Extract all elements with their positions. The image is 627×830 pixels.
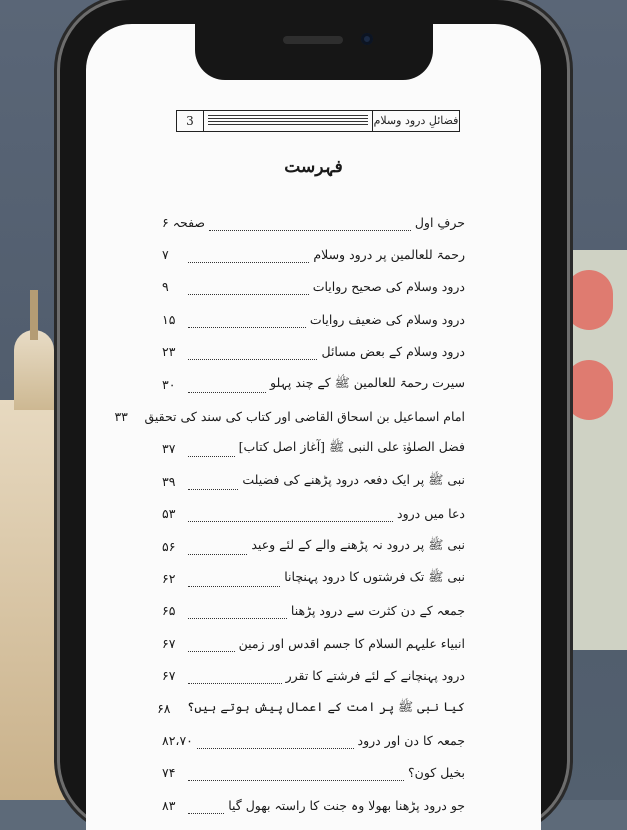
toc-entry[interactable] xyxy=(162,757,465,789)
cover-edge xyxy=(557,250,627,650)
toc-entry-page: ۳۰ xyxy=(162,376,176,392)
toc-entry-title: نبی ﷺ تک فرشتوں کا درود پہنچانا xyxy=(284,568,465,584)
dot-leader xyxy=(188,282,309,295)
toc-entry-title: درود وسلام کی صحیح روایات xyxy=(312,279,465,295)
toc-entry[interactable] xyxy=(162,206,465,238)
dot-leader xyxy=(197,736,354,749)
toc-entry-page: ۵۶ xyxy=(162,538,176,554)
dot-leader xyxy=(188,768,404,781)
dot-leader xyxy=(188,606,287,619)
toc-entry[interactable] xyxy=(162,303,465,335)
toc-entry[interactable] xyxy=(162,659,465,691)
phone-frame xyxy=(60,0,567,830)
toc-entry-title: جمعہ کا دن اور درود xyxy=(357,732,465,748)
page-number: 3 xyxy=(177,111,204,131)
toc-entry-title: حرفِ اول xyxy=(414,214,465,230)
toc-entry-title: بخیل کون؟ xyxy=(408,765,465,781)
dot-leader xyxy=(188,801,224,814)
toc-entry-page: ۵۳ xyxy=(162,506,176,522)
book-page xyxy=(114,110,465,830)
toc-entry-page: ۶۲ xyxy=(162,570,176,586)
toc-entry-page: ۶۸ xyxy=(157,700,171,716)
dot-leader xyxy=(188,671,282,684)
dot-leader xyxy=(188,315,306,328)
toc-entry-page: ۷ xyxy=(162,247,169,263)
toc-entry-page: ۳۹ xyxy=(162,473,176,489)
toc-entry-title: نبی ﷺ پر درود نہ پڑھنے والے کے لئے وعید xyxy=(251,536,465,552)
toc-entry-title: امام اسماعیل بن اسحاق القاضی اور کتاب کی سند کی تحقیق xyxy=(144,409,465,425)
toc-entry[interactable] xyxy=(162,724,465,756)
toc-entry-title: فضل الصلوٰۃ علی النبی ﷺ [آغاز اصل کتاب] xyxy=(238,439,465,455)
toc-entry[interactable] xyxy=(162,433,465,465)
toc-entry-title: دعا میں درود xyxy=(397,506,465,522)
toc-entry-page: ۶۵ xyxy=(162,603,176,619)
phone-notch xyxy=(195,24,433,80)
toc-entry-page: ۱۵ xyxy=(162,311,176,327)
toc-entry-title: نبی ﷺ پر ایک دفعہ درود پڑھنے کی فضیلت xyxy=(242,471,465,487)
toc-entry-title: درود پہنچانے کے لئے فرشتے کا تقرر xyxy=(285,668,465,684)
toc-entry-page: ۷۴ xyxy=(162,765,176,781)
toc-entry-title: رحمۃ للعالمین پر درود وسلام xyxy=(313,247,465,263)
toc-entry[interactable] xyxy=(162,238,465,270)
dot-leader xyxy=(188,574,280,587)
toc-entry[interactable] xyxy=(162,271,465,303)
dot-leader xyxy=(188,347,317,360)
toc-entry-page: ۹ xyxy=(162,279,169,295)
camera-icon xyxy=(361,33,373,45)
dot-leader xyxy=(188,380,266,393)
phone-screen xyxy=(86,24,541,830)
toc-entry-page: ۳۷ xyxy=(162,441,176,457)
toc-entry[interactable] xyxy=(162,498,465,530)
toc-entry-page: صفحہ ۶ xyxy=(162,214,206,230)
toc-entry-title: جو درود پڑھنا بھولا وہ جنت کا راستہ بھول گیا xyxy=(228,797,465,813)
toc-entry-page: ۲۳ xyxy=(162,344,176,360)
running-header xyxy=(176,110,460,132)
toc-entry-title: سیرت رحمۃ للعالمین ﷺ کے چند پہلو xyxy=(269,374,465,390)
dot-leader xyxy=(188,477,238,490)
toc-entry-title: جمعہ کے دن کثرت سے درود پڑھنا xyxy=(290,603,465,619)
toc-entry-title: کیا نبی ﷺ پر امت کے اعمال پیش ہوتے ہیں؟ xyxy=(187,698,465,714)
toc-entry[interactable] xyxy=(162,789,465,821)
dot-leader xyxy=(188,639,235,652)
toc-entry[interactable] xyxy=(162,465,465,497)
toc-entry-title: انبیاء علیہم السلام کا جسم اقدس اور زمین xyxy=(238,635,465,651)
toc-entry-page: ۸۳ xyxy=(162,797,176,813)
toc-entry-page: ۸۲،۷۰ xyxy=(162,732,193,748)
dot-leader xyxy=(188,542,247,555)
toc-entry[interactable] xyxy=(162,595,465,627)
cover-ornament xyxy=(565,270,613,330)
toc-entry[interactable] xyxy=(162,627,465,659)
toc-entry[interactable] xyxy=(162,530,465,562)
dot-leader xyxy=(188,444,235,457)
toc-entry[interactable] xyxy=(162,562,465,594)
cover-ornament xyxy=(565,360,613,420)
dot-leader xyxy=(188,509,393,522)
toc-entry[interactable] xyxy=(162,336,465,368)
toc-entry[interactable] xyxy=(157,692,465,724)
toc-entry[interactable] xyxy=(162,368,465,400)
toc-entry-title: درود وسلام کی ضعیف روایات xyxy=(309,311,465,327)
speaker-grille xyxy=(283,36,343,44)
book-title: فضائلِ درود وسلام xyxy=(372,111,459,131)
header-rule xyxy=(208,115,368,127)
toc-entry-title: درود وسلام کے بعض مسائل xyxy=(321,344,465,360)
toc-list xyxy=(114,206,465,821)
dot-leader xyxy=(188,250,309,263)
dot-leader xyxy=(209,218,411,231)
toc-title: فہرست xyxy=(284,157,343,177)
toc-entry-page: ۶۷ xyxy=(162,635,176,651)
toc-entry[interactable] xyxy=(114,400,465,432)
toc-entry-page: ۳۳ xyxy=(114,409,128,425)
toc-entry-page: ۶۷ xyxy=(162,668,176,684)
